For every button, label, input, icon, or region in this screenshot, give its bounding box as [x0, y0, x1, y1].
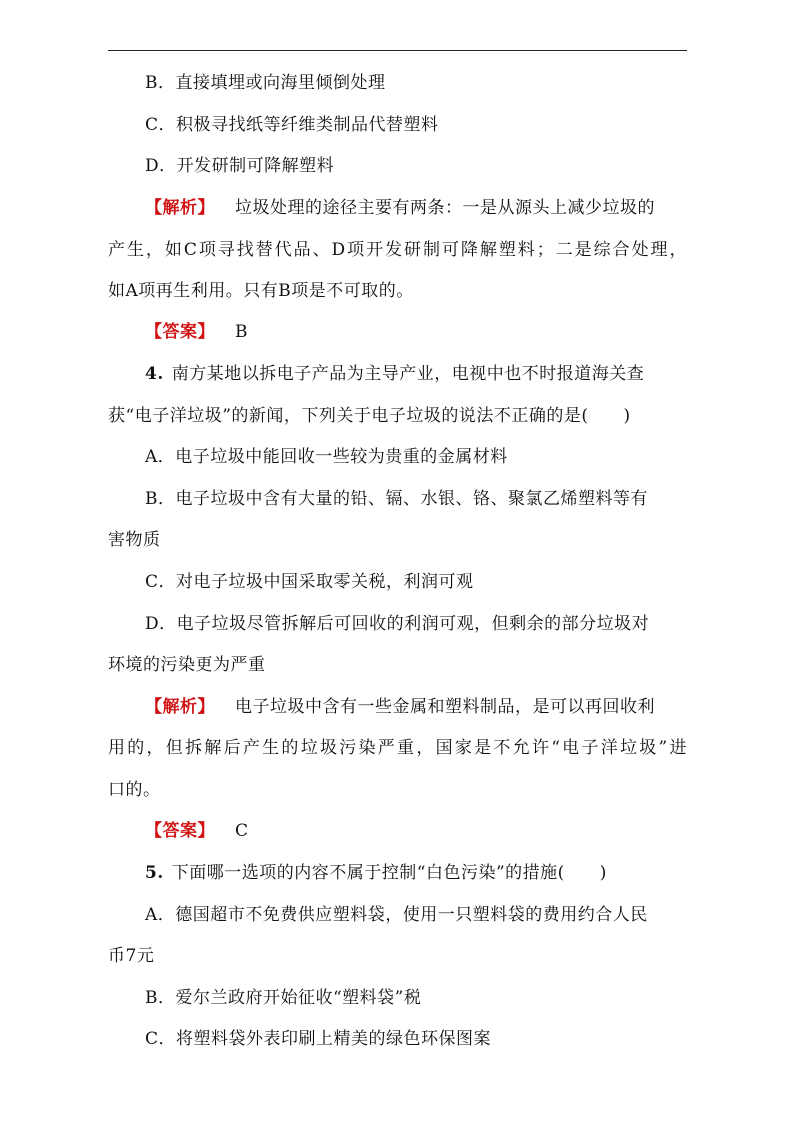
q3-option-d: D．开发研制可降解塑料 — [145, 156, 335, 176]
q3-analysis-text: 垃圾处理的途径主要有两条：一是从源头上减少垃圾的 — [235, 198, 655, 218]
q3-analysis-line-3: 如A项再生利用。只有B项是不可取的。 — [108, 281, 414, 301]
q5-stem-text: 下面哪一选项的内容不属于控制“白色污染”的措施( ) — [171, 863, 607, 883]
question-number: 4. — [145, 364, 164, 384]
q3-option-c: C．积极寻找纸等纤维类制品代替塑料 — [145, 115, 439, 135]
q3-answer-value: B — [235, 322, 248, 342]
analysis-tag: 【解析】 — [145, 198, 215, 218]
q5-stem — [145, 862, 607, 884]
q4-stem-line-2: 获“电子洋垃圾”的新闻，下列关于电子垃圾的说法不正确的是( ) — [108, 406, 631, 426]
q4-analysis-line-1 — [145, 696, 655, 718]
q5-option-c: C．将塑料袋外表印刷上精美的绿色环保图案 — [145, 1029, 492, 1049]
q5-option-a-line-2: 币7元 — [108, 946, 155, 966]
q4-analysis-line-3: 口的。 — [108, 780, 161, 800]
q3-option-b: B．直接填埋或向海里倾倒处理 — [145, 73, 386, 93]
q3-answer — [145, 321, 248, 343]
answer-tag: 【答案】 — [145, 322, 215, 342]
q4-stem-text: 南方某地以拆电子产品为主导产业，电视中也不时报道海关查 — [171, 364, 645, 384]
question-number: 5. — [145, 863, 164, 883]
q5-option-a-line-1: A．德国超市不免费供应塑料袋，使用一只塑料袋的费用约合人民 — [145, 905, 648, 925]
q4-answer-value: C — [235, 821, 249, 841]
q3-analysis-line-2: 产生，如C项寻找替代品、D项开发研制可降解塑料；二是综合处理， — [108, 240, 687, 260]
answer-tag: 【答案】 — [145, 821, 215, 841]
q5-option-b: B．爱尔兰政府开始征收“塑料袋”税 — [145, 988, 422, 1008]
q4-option-d-line-2: 环境的污染更为严重 — [108, 655, 266, 675]
q4-answer — [145, 820, 249, 842]
q4-option-b-line-1: B．电子垃圾中含有大量的铅、镉、水银、铬、聚氯乙烯塑料等有 — [145, 489, 648, 509]
q4-option-a: A．电子垃圾中能回收一些较为贵重的金属材料 — [145, 447, 508, 467]
q4-analysis-line-2: 用的，但拆解后产生的垃圾污染严重，国家是不允许“电子洋垃圾”进 — [108, 738, 687, 758]
q4-option-d-line-1: D．电子垃圾尽管拆解后可回收的利润可观，但剩余的部分垃圾对 — [145, 614, 650, 634]
q4-option-c: C．对电子垃圾中国采取零关税，利润可观 — [145, 572, 474, 592]
q4-option-b-line-2: 害物质 — [108, 530, 161, 550]
analysis-tag: 【解析】 — [145, 697, 215, 717]
q4-stem-line-1 — [145, 363, 644, 385]
q4-analysis-text: 电子垃圾中含有一些金属和塑料制品，是可以再回收利 — [235, 697, 655, 717]
header-rule — [108, 50, 687, 51]
q3-analysis-line-1 — [145, 197, 655, 219]
